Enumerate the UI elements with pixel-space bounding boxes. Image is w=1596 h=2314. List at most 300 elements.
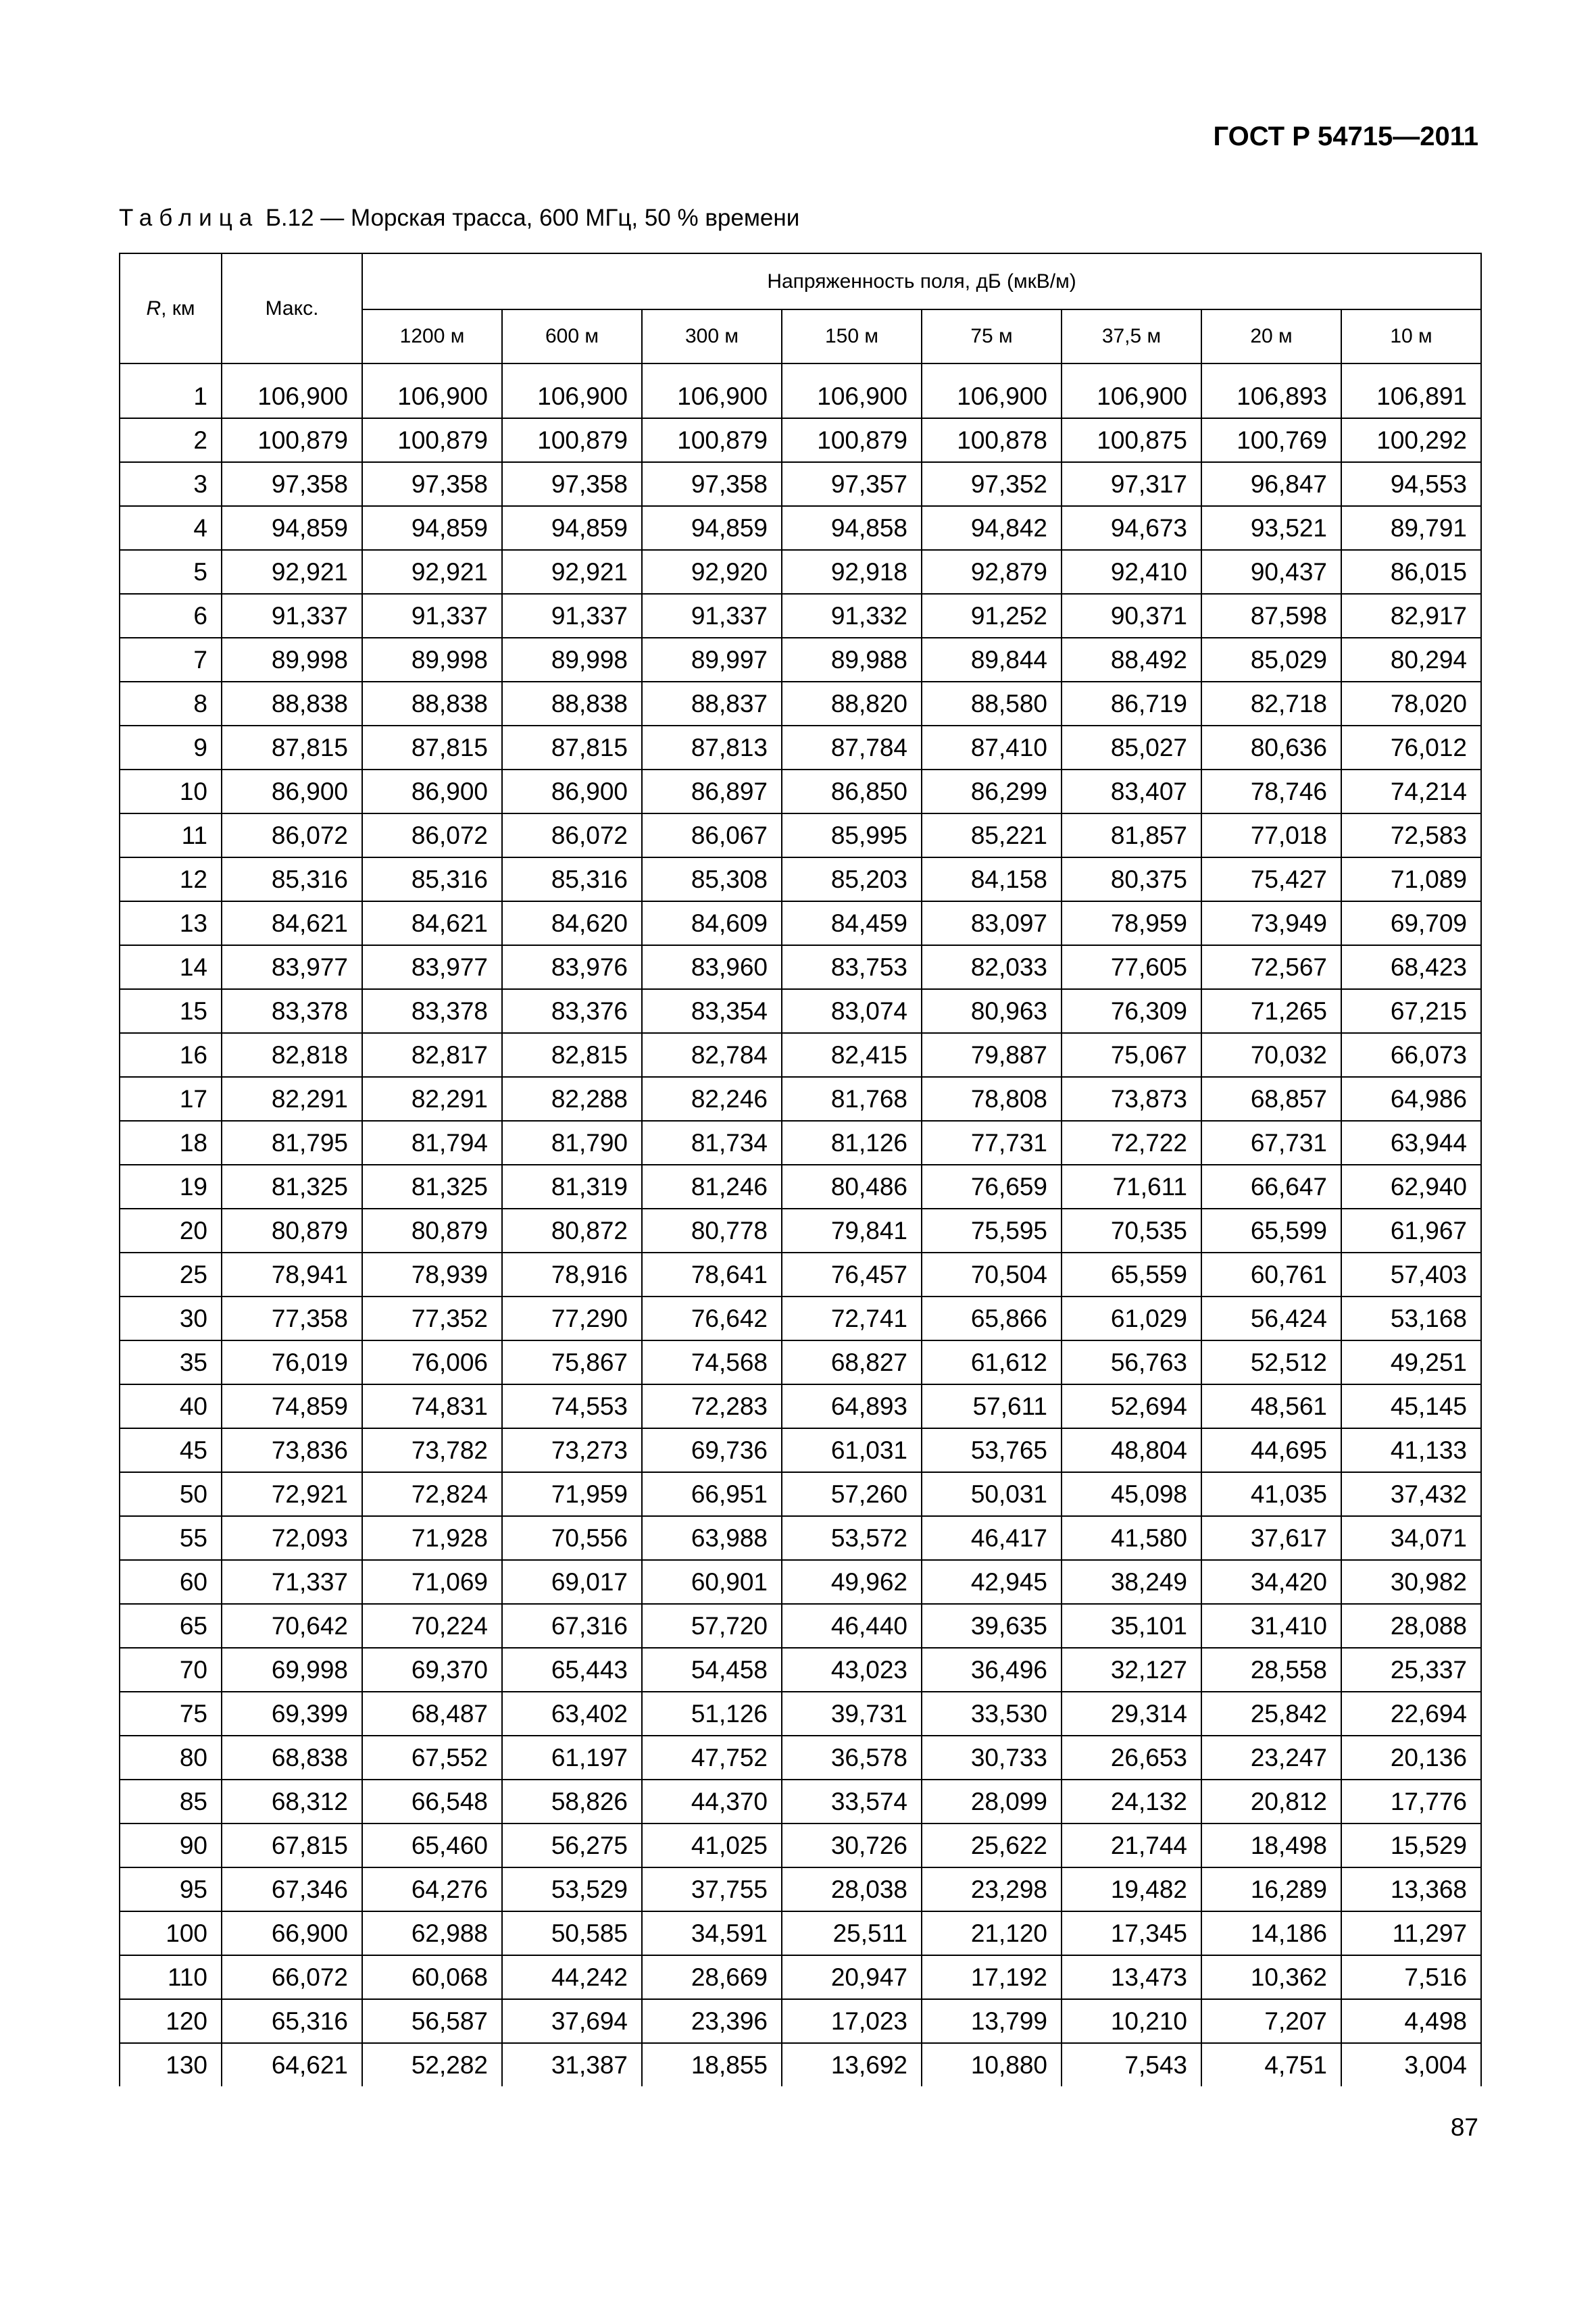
field-strength-cell: 100,875 bbox=[1062, 418, 1201, 462]
field-strength-cell: 31,410 bbox=[1201, 1604, 1341, 1648]
distance-cell: 55 bbox=[120, 1516, 222, 1560]
field-strength-cell: 13,692 bbox=[782, 2043, 922, 2086]
field-strength-cell: 44,370 bbox=[642, 1780, 782, 1823]
field-strength-cell: 15,529 bbox=[1341, 1823, 1481, 1867]
field-strength-cell: 77,018 bbox=[1201, 813, 1341, 857]
max-value-cell: 100,879 bbox=[222, 418, 362, 462]
field-strength-cell: 89,997 bbox=[642, 638, 782, 682]
header-field-strength: Напряженность поля, дБ (мкВ/м) bbox=[362, 253, 1481, 309]
table-row bbox=[120, 1823, 1481, 1867]
field-strength-cell: 75,867 bbox=[502, 1340, 642, 1384]
field-strength-cell: 41,025 bbox=[642, 1823, 782, 1867]
field-strength-cell: 87,813 bbox=[642, 726, 782, 770]
field-strength-cell: 56,424 bbox=[1201, 1297, 1341, 1340]
field-strength-cell: 13,799 bbox=[922, 1999, 1062, 2043]
table-caption-text: Б.12 — Морская трасса, 600 МГц, 50 % времени bbox=[259, 205, 800, 231]
field-strength-cell: 92,920 bbox=[642, 550, 782, 594]
field-strength-cell: 43,023 bbox=[782, 1648, 922, 1692]
field-strength-cell: 83,376 bbox=[502, 989, 642, 1033]
field-strength-cell: 80,872 bbox=[502, 1209, 642, 1253]
header-height: 150 м bbox=[782, 309, 922, 363]
max-value-cell: 97,358 bbox=[222, 462, 362, 506]
field-strength-cell: 34,591 bbox=[642, 1911, 782, 1955]
field-strength-cell: 97,317 bbox=[1062, 462, 1201, 506]
header-distance-symbol: R bbox=[146, 297, 161, 320]
field-strength-cell: 72,824 bbox=[362, 1472, 502, 1516]
field-strength-cell: 72,741 bbox=[782, 1297, 922, 1340]
field-strength-cell: 70,032 bbox=[1201, 1033, 1341, 1077]
max-value-cell: 68,312 bbox=[222, 1780, 362, 1823]
field-strength-cell: 67,552 bbox=[362, 1736, 502, 1780]
field-strength-cell: 106,900 bbox=[782, 375, 922, 418]
distance-cell: 14 bbox=[120, 945, 222, 989]
distance-cell: 75 bbox=[120, 1692, 222, 1736]
max-value-cell: 86,072 bbox=[222, 813, 362, 857]
field-strength-cell: 82,033 bbox=[922, 945, 1062, 989]
field-strength-cell: 71,611 bbox=[1062, 1165, 1201, 1209]
field-strength-cell: 18,855 bbox=[642, 2043, 782, 2086]
field-strength-cell: 74,214 bbox=[1341, 770, 1481, 813]
field-strength-cell: 83,074 bbox=[782, 989, 922, 1033]
field-strength-cell: 85,221 bbox=[922, 813, 1062, 857]
field-strength-cell: 37,755 bbox=[642, 1867, 782, 1911]
field-strength-cell: 62,940 bbox=[1341, 1165, 1481, 1209]
field-strength-cell: 7,543 bbox=[1062, 2043, 1201, 2086]
table-row bbox=[120, 506, 1481, 550]
table-row bbox=[120, 770, 1481, 813]
distance-cell: 35 bbox=[120, 1340, 222, 1384]
table-row bbox=[120, 1604, 1481, 1648]
field-strength-cell: 47,752 bbox=[642, 1736, 782, 1780]
distance-cell: 65 bbox=[120, 1604, 222, 1648]
field-strength-cell: 28,558 bbox=[1201, 1648, 1341, 1692]
field-strength-cell: 86,072 bbox=[502, 813, 642, 857]
max-value-cell: 81,795 bbox=[222, 1121, 362, 1165]
table-row bbox=[120, 375, 1481, 418]
field-strength-cell: 100,879 bbox=[362, 418, 502, 462]
field-strength-cell: 28,099 bbox=[922, 1780, 1062, 1823]
field-strength-cell: 7,516 bbox=[1341, 1955, 1481, 1999]
field-strength-cell: 92,879 bbox=[922, 550, 1062, 594]
field-strength-cell: 86,900 bbox=[362, 770, 502, 813]
max-value-cell: 65,316 bbox=[222, 1999, 362, 2043]
field-strength-cell: 29,314 bbox=[1062, 1692, 1201, 1736]
field-strength-cell: 26,653 bbox=[1062, 1736, 1201, 1780]
max-value-cell: 88,838 bbox=[222, 682, 362, 726]
field-strength-cell: 88,837 bbox=[642, 682, 782, 726]
field-strength-cell: 71,265 bbox=[1201, 989, 1341, 1033]
field-strength-cell: 53,765 bbox=[922, 1428, 1062, 1472]
distance-cell: 15 bbox=[120, 989, 222, 1033]
field-strength-cell: 48,804 bbox=[1062, 1428, 1201, 1472]
table-row bbox=[120, 1780, 1481, 1823]
distance-cell: 90 bbox=[120, 1823, 222, 1867]
field-strength-cell: 57,403 bbox=[1341, 1253, 1481, 1297]
field-strength-cell: 106,900 bbox=[362, 375, 502, 418]
table-row bbox=[120, 1999, 1481, 2043]
field-strength-cell: 81,246 bbox=[642, 1165, 782, 1209]
distance-cell: 4 bbox=[120, 506, 222, 550]
field-strength-cell: 69,017 bbox=[502, 1560, 642, 1604]
field-strength-cell: 94,553 bbox=[1341, 462, 1481, 506]
field-strength-cell: 14,186 bbox=[1201, 1911, 1341, 1955]
field-strength-cell: 13,473 bbox=[1062, 1955, 1201, 1999]
field-strength-cell: 78,939 bbox=[362, 1253, 502, 1297]
header-height: 1200 м bbox=[362, 309, 502, 363]
table-row bbox=[120, 1340, 1481, 1384]
field-strength-cell: 63,402 bbox=[502, 1692, 642, 1736]
table-row bbox=[120, 1165, 1481, 1209]
field-strength-cell: 94,859 bbox=[642, 506, 782, 550]
field-strength-cell: 73,949 bbox=[1201, 901, 1341, 945]
max-value-cell: 86,900 bbox=[222, 770, 362, 813]
field-strength-cell: 78,808 bbox=[922, 1077, 1062, 1121]
field-strength-cell: 100,769 bbox=[1201, 418, 1341, 462]
field-strength-cell: 83,354 bbox=[642, 989, 782, 1033]
field-strength-cell: 89,998 bbox=[502, 638, 642, 682]
max-value-cell: 84,621 bbox=[222, 901, 362, 945]
field-strength-cell: 63,944 bbox=[1341, 1121, 1481, 1165]
field-strength-cell: 100,879 bbox=[502, 418, 642, 462]
field-strength-cell: 71,089 bbox=[1341, 857, 1481, 901]
field-strength-cell: 86,299 bbox=[922, 770, 1062, 813]
field-strength-cell: 106,891 bbox=[1341, 375, 1481, 418]
distance-cell: 19 bbox=[120, 1165, 222, 1209]
distance-cell: 70 bbox=[120, 1648, 222, 1692]
max-value-cell: 85,316 bbox=[222, 857, 362, 901]
field-strength-cell: 32,127 bbox=[1062, 1648, 1201, 1692]
max-value-cell: 67,815 bbox=[222, 1823, 362, 1867]
field-strength-cell: 82,415 bbox=[782, 1033, 922, 1077]
field-strength-cell: 79,841 bbox=[782, 1209, 922, 1253]
field-strength-cell: 22,694 bbox=[1341, 1692, 1481, 1736]
field-strength-cell: 3,004 bbox=[1341, 2043, 1481, 2086]
field-strength-cell: 82,718 bbox=[1201, 682, 1341, 726]
field-strength-cell: 46,440 bbox=[782, 1604, 922, 1648]
field-strength-cell: 78,641 bbox=[642, 1253, 782, 1297]
field-strength-cell: 10,880 bbox=[922, 2043, 1062, 2086]
field-strength-cell: 44,695 bbox=[1201, 1428, 1341, 1472]
field-strength-cell: 88,580 bbox=[922, 682, 1062, 726]
field-strength-cell: 85,316 bbox=[502, 857, 642, 901]
field-strength-cell: 92,921 bbox=[362, 550, 502, 594]
field-strength-cell: 18,498 bbox=[1201, 1823, 1341, 1867]
field-strength-cell: 88,838 bbox=[502, 682, 642, 726]
distance-cell: 60 bbox=[120, 1560, 222, 1604]
field-strength-cell: 97,357 bbox=[782, 462, 922, 506]
table-row bbox=[120, 1384, 1481, 1428]
distance-cell: 85 bbox=[120, 1780, 222, 1823]
field-strength-cell: 66,647 bbox=[1201, 1165, 1341, 1209]
distance-cell: 2 bbox=[120, 418, 222, 462]
table-caption-word: Таблица bbox=[119, 205, 259, 231]
distance-cell: 50 bbox=[120, 1472, 222, 1516]
max-value-cell: 78,941 bbox=[222, 1253, 362, 1297]
max-value-cell: 87,815 bbox=[222, 726, 362, 770]
field-strength-cell: 88,492 bbox=[1062, 638, 1201, 682]
field-strength-cell: 83,977 bbox=[362, 945, 502, 989]
field-strength-cell: 80,963 bbox=[922, 989, 1062, 1033]
table-row bbox=[120, 1955, 1481, 1999]
field-strength-cell: 81,790 bbox=[502, 1121, 642, 1165]
field-strength-cell: 84,459 bbox=[782, 901, 922, 945]
max-value-cell: 76,019 bbox=[222, 1340, 362, 1384]
table-row bbox=[120, 813, 1481, 857]
field-strength-cell: 86,067 bbox=[642, 813, 782, 857]
page-number: 87 bbox=[1450, 2113, 1478, 2141]
field-strength-cell: 37,432 bbox=[1341, 1472, 1481, 1516]
max-value-cell: 83,977 bbox=[222, 945, 362, 989]
field-strength-cell: 39,731 bbox=[782, 1692, 922, 1736]
field-strength-cell: 30,733 bbox=[922, 1736, 1062, 1780]
table-row bbox=[120, 1077, 1481, 1121]
field-strength-cell: 76,006 bbox=[362, 1340, 502, 1384]
field-strength-cell: 23,298 bbox=[922, 1867, 1062, 1911]
field-strength-cell: 16,289 bbox=[1201, 1867, 1341, 1911]
field-strength-cell: 70,224 bbox=[362, 1604, 502, 1648]
field-strength-cell: 94,842 bbox=[922, 506, 1062, 550]
field-strength-cell: 19,482 bbox=[1062, 1867, 1201, 1911]
field-strength-cell: 86,719 bbox=[1062, 682, 1201, 726]
field-strength-cell: 92,918 bbox=[782, 550, 922, 594]
field-strength-cell: 41,133 bbox=[1341, 1428, 1481, 1472]
field-strength-cell: 67,731 bbox=[1201, 1121, 1341, 1165]
distance-cell: 17 bbox=[120, 1077, 222, 1121]
distance-cell: 110 bbox=[120, 1955, 222, 1999]
distance-cell: 45 bbox=[120, 1428, 222, 1472]
field-strength-cell: 77,731 bbox=[922, 1121, 1062, 1165]
field-strength-cell: 45,098 bbox=[1062, 1472, 1201, 1516]
field-strength-cell: 69,736 bbox=[642, 1428, 782, 1472]
max-value-cell: 82,291 bbox=[222, 1077, 362, 1121]
field-strength-cell: 86,900 bbox=[502, 770, 642, 813]
field-strength-cell: 73,873 bbox=[1062, 1077, 1201, 1121]
field-strength-cell: 87,598 bbox=[1201, 594, 1341, 638]
field-strength-cell: 90,371 bbox=[1062, 594, 1201, 638]
field-strength-cell: 106,900 bbox=[922, 375, 1062, 418]
field-strength-cell: 61,612 bbox=[922, 1340, 1062, 1384]
distance-cell: 100 bbox=[120, 1911, 222, 1955]
field-strength-cell: 81,325 bbox=[362, 1165, 502, 1209]
distance-cell: 40 bbox=[120, 1384, 222, 1428]
distance-cell: 3 bbox=[120, 462, 222, 506]
field-strength-cell: 97,358 bbox=[362, 462, 502, 506]
table-row bbox=[120, 1121, 1481, 1165]
field-strength-cell: 106,893 bbox=[1201, 375, 1341, 418]
table-row bbox=[120, 2043, 1481, 2086]
field-strength-cell: 96,847 bbox=[1201, 462, 1341, 506]
field-strength-cell: 100,879 bbox=[642, 418, 782, 462]
distance-cell: 95 bbox=[120, 1867, 222, 1911]
field-strength-cell: 39,635 bbox=[922, 1604, 1062, 1648]
field-strength-cell: 61,197 bbox=[502, 1736, 642, 1780]
table-row bbox=[120, 945, 1481, 989]
max-value-cell: 72,093 bbox=[222, 1516, 362, 1560]
field-strength-cell: 91,332 bbox=[782, 594, 922, 638]
field-strength-cell: 20,947 bbox=[782, 1955, 922, 1999]
max-value-cell: 70,642 bbox=[222, 1604, 362, 1648]
field-strength-cell: 81,126 bbox=[782, 1121, 922, 1165]
table-row bbox=[120, 989, 1481, 1033]
field-strength-cell: 100,879 bbox=[782, 418, 922, 462]
table-row bbox=[120, 594, 1481, 638]
max-value-cell: 69,998 bbox=[222, 1648, 362, 1692]
field-strength-cell: 81,768 bbox=[782, 1077, 922, 1121]
field-strength-cell: 71,959 bbox=[502, 1472, 642, 1516]
distance-cell: 5 bbox=[120, 550, 222, 594]
field-strength-cell: 74,568 bbox=[642, 1340, 782, 1384]
field-strength-cell: 76,457 bbox=[782, 1253, 922, 1297]
max-value-cell: 80,879 bbox=[222, 1209, 362, 1253]
max-value-cell: 73,836 bbox=[222, 1428, 362, 1472]
header-height: 300 м bbox=[642, 309, 782, 363]
table-row bbox=[120, 1736, 1481, 1780]
table-row bbox=[120, 1209, 1481, 1253]
field-strength-cell: 76,012 bbox=[1341, 726, 1481, 770]
field-strength-cell: 92,921 bbox=[502, 550, 642, 594]
field-strength-cell: 72,567 bbox=[1201, 945, 1341, 989]
field-strength-cell: 83,378 bbox=[362, 989, 502, 1033]
field-strength-cell: 25,511 bbox=[782, 1911, 922, 1955]
field-strength-cell: 54,458 bbox=[642, 1648, 782, 1692]
field-strength-cell: 21,120 bbox=[922, 1911, 1062, 1955]
field-strength-cell: 41,580 bbox=[1062, 1516, 1201, 1560]
field-strength-cell: 77,605 bbox=[1062, 945, 1201, 989]
field-strength-cell: 83,407 bbox=[1062, 770, 1201, 813]
field-strength-cell: 80,486 bbox=[782, 1165, 922, 1209]
field-strength-cell: 65,599 bbox=[1201, 1209, 1341, 1253]
field-strength-cell: 10,362 bbox=[1201, 1955, 1341, 1999]
field-strength-cell: 78,020 bbox=[1341, 682, 1481, 726]
field-strength-cell: 57,720 bbox=[642, 1604, 782, 1648]
field-strength-cell: 25,622 bbox=[922, 1823, 1062, 1867]
field-strength-cell: 49,962 bbox=[782, 1560, 922, 1604]
field-strength-cell: 70,556 bbox=[502, 1516, 642, 1560]
field-strength-cell: 84,609 bbox=[642, 901, 782, 945]
field-strength-cell: 83,097 bbox=[922, 901, 1062, 945]
field-strength-cell: 28,669 bbox=[642, 1955, 782, 1999]
field-strength-cell: 23,396 bbox=[642, 1999, 782, 2043]
field-strength-cell: 81,734 bbox=[642, 1121, 782, 1165]
max-value-cell: 82,818 bbox=[222, 1033, 362, 1077]
field-strength-cell: 68,827 bbox=[782, 1340, 922, 1384]
field-strength-cell: 61,029 bbox=[1062, 1297, 1201, 1340]
table-caption bbox=[119, 205, 799, 232]
field-strength-cell: 75,427 bbox=[1201, 857, 1341, 901]
field-strength-cell: 65,443 bbox=[502, 1648, 642, 1692]
field-strength-cell: 82,815 bbox=[502, 1033, 642, 1077]
field-strength-cell: 35,101 bbox=[1062, 1604, 1201, 1648]
field-strength-cell: 60,068 bbox=[362, 1955, 502, 1999]
header-distance-unit: , км bbox=[161, 297, 195, 320]
field-strength-cell: 80,636 bbox=[1201, 726, 1341, 770]
table-row bbox=[120, 462, 1481, 506]
field-strength-cell: 82,784 bbox=[642, 1033, 782, 1077]
field-strength-cell: 94,858 bbox=[782, 506, 922, 550]
distance-cell: 8 bbox=[120, 682, 222, 726]
table-row bbox=[120, 1516, 1481, 1560]
field-strength-cell: 83,753 bbox=[782, 945, 922, 989]
field-strength-cell: 65,866 bbox=[922, 1297, 1062, 1340]
field-strength-cell: 78,959 bbox=[1062, 901, 1201, 945]
field-strength-cell: 80,778 bbox=[642, 1209, 782, 1253]
field-strength-cell: 86,015 bbox=[1341, 550, 1481, 594]
field-strength-cell: 87,784 bbox=[782, 726, 922, 770]
field-strength-cell: 60,761 bbox=[1201, 1253, 1341, 1297]
max-value-cell: 89,998 bbox=[222, 638, 362, 682]
field-strength-cell: 77,352 bbox=[362, 1297, 502, 1340]
field-strength-cell: 75,595 bbox=[922, 1209, 1062, 1253]
table-row bbox=[120, 1692, 1481, 1736]
field-strength-cell: 68,423 bbox=[1341, 945, 1481, 989]
max-value-cell: 83,378 bbox=[222, 989, 362, 1033]
field-strength-cell: 85,995 bbox=[782, 813, 922, 857]
distance-cell: 20 bbox=[120, 1209, 222, 1253]
field-strength-cell: 17,192 bbox=[922, 1955, 1062, 1999]
field-strength-cell: 80,879 bbox=[362, 1209, 502, 1253]
field-strength-cell: 63,988 bbox=[642, 1516, 782, 1560]
field-strength-cell: 92,410 bbox=[1062, 550, 1201, 594]
max-value-cell: 81,325 bbox=[222, 1165, 362, 1209]
distance-cell: 10 bbox=[120, 770, 222, 813]
field-strength-cell: 34,420 bbox=[1201, 1560, 1341, 1604]
table-row bbox=[120, 901, 1481, 945]
field-strength-cell: 84,158 bbox=[922, 857, 1062, 901]
field-strength-cell: 91,337 bbox=[642, 594, 782, 638]
field-strength-cell: 89,791 bbox=[1341, 506, 1481, 550]
field-strength-cell: 71,928 bbox=[362, 1516, 502, 1560]
field-strength-cell: 81,319 bbox=[502, 1165, 642, 1209]
max-value-cell: 64,621 bbox=[222, 2043, 362, 2086]
field-strength-table bbox=[119, 253, 1482, 2086]
field-strength-cell: 53,168 bbox=[1341, 1297, 1481, 1340]
field-strength-cell: 52,512 bbox=[1201, 1340, 1341, 1384]
field-strength-cell: 64,893 bbox=[782, 1384, 922, 1428]
max-value-cell: 91,337 bbox=[222, 594, 362, 638]
field-strength-cell: 25,842 bbox=[1201, 1692, 1341, 1736]
field-strength-cell: 50,031 bbox=[922, 1472, 1062, 1516]
field-strength-cell: 38,249 bbox=[1062, 1560, 1201, 1604]
field-strength-cell: 81,857 bbox=[1062, 813, 1201, 857]
max-value-cell: 77,358 bbox=[222, 1297, 362, 1340]
header-height: 37,5 м bbox=[1062, 309, 1201, 363]
field-strength-cell: 89,988 bbox=[782, 638, 922, 682]
max-value-cell: 94,859 bbox=[222, 506, 362, 550]
field-strength-cell: 42,945 bbox=[922, 1560, 1062, 1604]
field-strength-cell: 87,410 bbox=[922, 726, 1062, 770]
field-strength-cell: 64,986 bbox=[1341, 1077, 1481, 1121]
max-value-cell: 74,859 bbox=[222, 1384, 362, 1428]
field-strength-cell: 82,246 bbox=[642, 1077, 782, 1121]
distance-cell: 6 bbox=[120, 594, 222, 638]
field-strength-cell: 64,276 bbox=[362, 1867, 502, 1911]
table-row bbox=[120, 1472, 1481, 1516]
field-strength-cell: 72,583 bbox=[1341, 813, 1481, 857]
field-strength-cell: 94,673 bbox=[1062, 506, 1201, 550]
field-strength-cell: 60,901 bbox=[642, 1560, 782, 1604]
field-strength-cell: 82,291 bbox=[362, 1077, 502, 1121]
table-row bbox=[120, 1911, 1481, 1955]
field-strength-cell: 83,960 bbox=[642, 945, 782, 989]
field-strength-cell: 23,247 bbox=[1201, 1736, 1341, 1780]
distance-cell: 1 bbox=[120, 375, 222, 418]
field-strength-cell: 66,073 bbox=[1341, 1033, 1481, 1077]
table-row bbox=[120, 1297, 1481, 1340]
field-strength-cell: 97,358 bbox=[642, 462, 782, 506]
field-strength-cell: 46,417 bbox=[922, 1516, 1062, 1560]
header-height: 600 м bbox=[502, 309, 642, 363]
field-strength-cell: 76,309 bbox=[1062, 989, 1201, 1033]
